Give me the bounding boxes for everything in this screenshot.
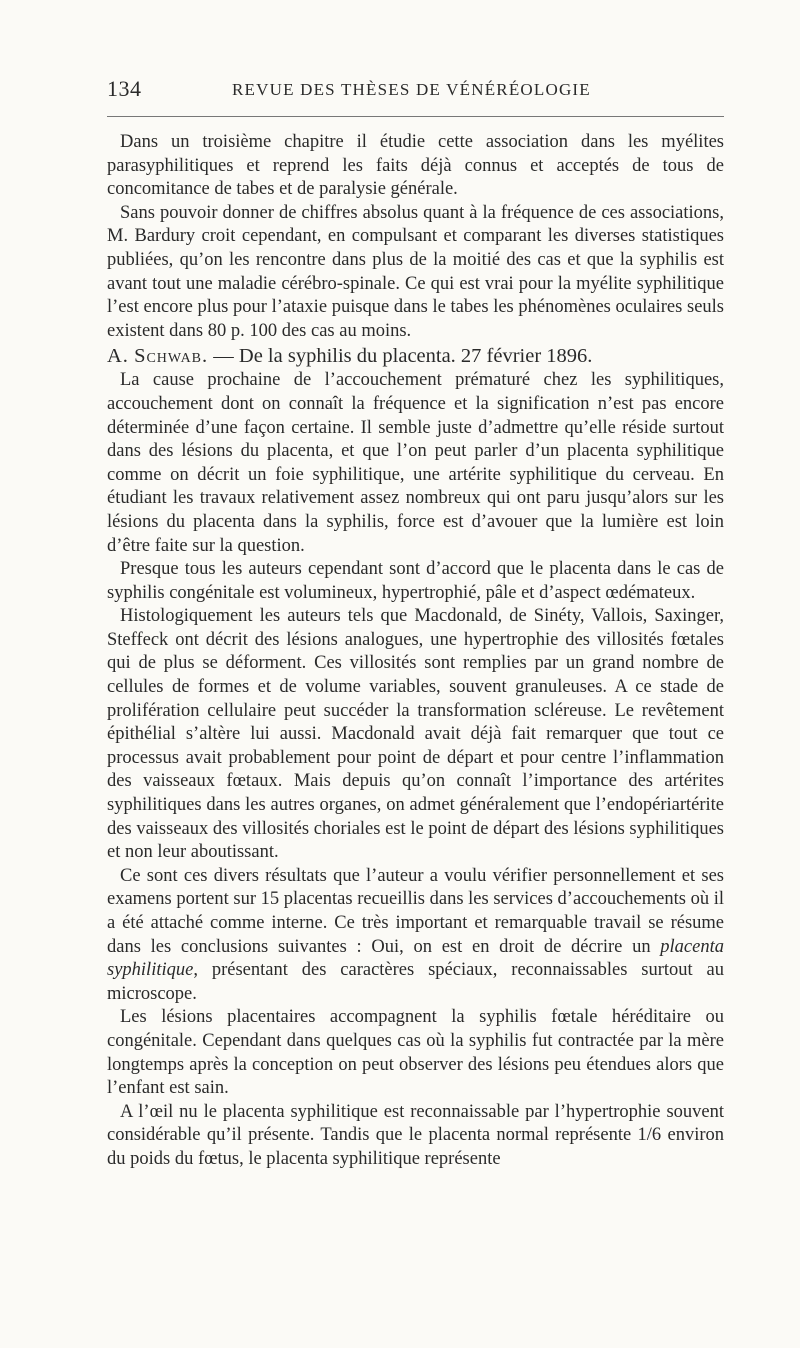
paragraph: Histologiquement les auteurs tels que Macdonald, de Sinéty, Vallois, Saxinger, Steffeck ont décrit des lésions analogues, une hypertrophie des villosités fœtales qui de plus se déforment. Ces villosités sont remplies par un grand nombre de cellules de formes et de volume variables, souvent granuleuses. A ce stade de prolifération cellulaire peut succéder la transformation scléreuse. Le revêtement épithélial s’altère lui aussi. Macdonald avait déjà fait remarquer que tout ce processus avait probablement pour point de départ et pour centre l’inflammation des vaisseaux fœtaux. Mais depuis qu’on connaît l’importance des artérites syphilitiques dans les autres organes, on admet généralement que l’endopériartérite des vaisseaux des villosités choriales est le point de départ des lésions syphilitiques et non leur aboutissant. — [107, 606, 724, 863]
author-initial: A. — [107, 345, 129, 368]
paragraph: La cause prochaine de l’accouchement prématuré chez les syphilitiques, accouchement dont on connaît la fréquence et la signification n’est pas encore déterminée d’une façon certaine. Il semble juste d’admettre qu’elle réside surtout dans des lésions du placenta, et que l’on peut parler d’un placenta syphilitique comme on décrit un foie syphilitique, une artérite syphilitique du cerveau. En étudiant les travaux relativement assez nombreux qui ont paru jusqu’alors sur les lésions du placenta dans la syphilis, force est d’avouer que la lumière est loin d’être faite sur la question. — [107, 370, 724, 556]
article-title: — De la syphilis du placenta. 27 février 1896. — [213, 345, 593, 368]
article-heading — [107, 343, 724, 369]
paragraph: Presque tous les auteurs cependant sont d’accord que le placenta dans le cas de syphilis congénitale est volumineux, hypertrophié, pâle et d’aspect œdémateux. — [107, 559, 724, 603]
italic-term: placenta syphilitique — [107, 936, 724, 981]
paragraph: A l’œil nu le placenta syphilitique est reconnaissable par l’hypertrophie souvent considérable qu’il présente. Tandis que le placenta normal représente 1/6 environ du poids du fœtus, le placenta syphilitique représente — [107, 1101, 724, 1169]
paragraph: Dans un troisième chapitre il étudie cette association dans les myélites parasyphilitiques et reprend les faits déjà connus et acceptés de tous de concomitance de tabes et de paralysie générale. — [107, 132, 724, 200]
running-title: REVUE DES THÈSES DE VÉNÉRÉOLOGIE — [232, 80, 591, 99]
header-rule — [107, 116, 724, 117]
page-number: 134 — [107, 76, 142, 101]
page-header — [107, 74, 724, 106]
paragraph: Les lésions placentaires accompagnent la syphilis fœtale héréditaire ou congénitale. Cependant dans quelques cas où la syphilis fut contractée par la mère longtemps après la conception on peut observer des lésions peu étendues alors que l’enfant est sain. — [107, 1007, 724, 1099]
author-name: Schwab. — [134, 345, 209, 368]
paragraph-text: , présentant des caractères spéciaux, reconnaissables surtout au microscope. — [107, 960, 724, 1004]
paragraph — [107, 865, 724, 1007]
paragraph: Sans pouvoir donner de chiffres absolus quant à la fréquence de ces associations, M. Bardury croit cependant, en compulsant et comparant les diverses statistiques publiées, qu’on les rencontre dans plus de la moitié des cas et que la syphilis est avant tout une maladie cérébro-spinale. Ce qui est vrai pour la myélite syphilitique l’est encore plus pour l’ataxie puisque dans le tabes les phénomènes oculaires seuls existent dans 80 p. 100 des cas au moins. — [107, 202, 724, 341]
paragraph-text: Ce sont ces divers résultats que l’auteur a voulu vérifier personnellement et ses examens portent sur 15 placentas recueillis dans les services d’accouchements où il a été attaché comme interne. Ce très important et remarquable travail se résume dans les conclusions suivantes : Oui, on est en droit de décrire un — [107, 865, 724, 957]
body-text — [107, 131, 724, 1172]
